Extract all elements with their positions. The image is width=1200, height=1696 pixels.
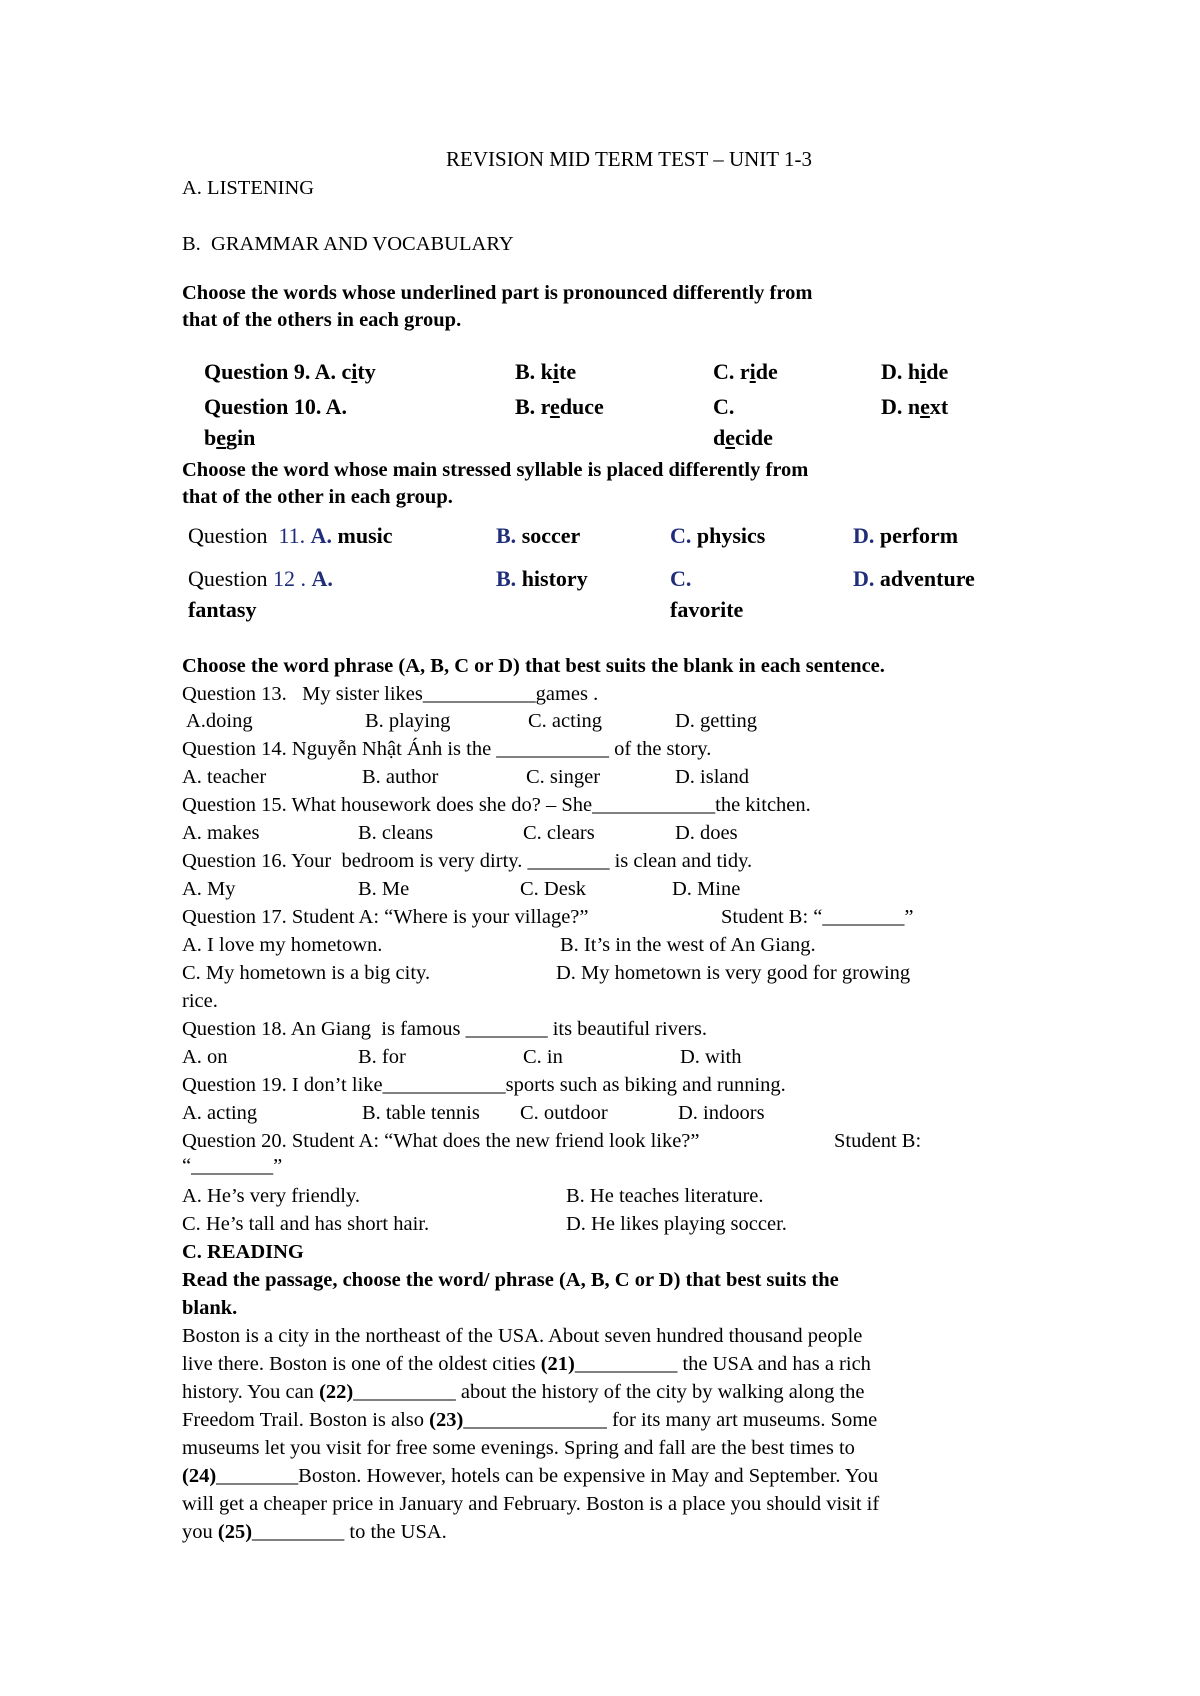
q11-option-c: C. physics	[670, 523, 766, 548]
q20-option-d: D. He likes playing soccer.	[566, 1213, 787, 1235]
q11-option-a: Question 11. A. music	[188, 523, 393, 548]
q15-option-d: D. does	[675, 822, 738, 844]
passage-line-2: live there. Boston is one of the oldest cities (21)__________ the USA and has a rich	[182, 1353, 871, 1375]
q19-option-b: B. table tennis	[362, 1102, 480, 1124]
q17-option-b: B. It’s in the west of An Giang.	[560, 934, 816, 956]
mcq-instruction: Choose the word phrase (A, B, C or D) that best suits the blank in each sentence.	[182, 655, 885, 677]
stress-instruction-line1: Choose the word whose main stressed syllable is placed differently from	[182, 459, 809, 481]
q13-option-c: C. acting	[528, 710, 603, 732]
passage-line-1: Boston is a city in the northeast of the USA. About seven hundred thousand people	[182, 1325, 863, 1347]
page-title: REVISION MID TERM TEST – UNIT 1-3	[446, 147, 812, 171]
q18-option-c: C. in	[523, 1046, 563, 1068]
passage-line-4: Freedom Trail. Boston is also (23)______________ for its many art museums. Some	[182, 1409, 878, 1431]
q18-option-a: A. on	[182, 1046, 228, 1068]
q16-option-b: B. Me	[358, 878, 410, 900]
passage-line-7: will get a cheaper price in January and February. Boston is a place you should visit if	[182, 1493, 880, 1515]
q10-option-c-label: C.	[713, 394, 735, 419]
q14-option-c: C. singer	[526, 766, 601, 788]
q14-option-d: D. island	[675, 766, 750, 788]
q11-option-d: D. perform	[853, 523, 959, 548]
q20-stem-continued: “________”	[182, 1155, 283, 1177]
q11-option-b: B. soccer	[496, 523, 581, 548]
q10-option-c: decide	[713, 425, 773, 450]
q18-option-b: B. for	[358, 1046, 406, 1068]
q14-stem: Question 14. Nguyễn Nhật Ánh is the ___________ of the story.	[182, 738, 712, 760]
q12-option-d: D. adventure	[853, 566, 975, 591]
q13-option-a: A.doing	[182, 710, 253, 732]
q16-option-d: D. Mine	[672, 878, 741, 900]
q14-option-a: A. teacher	[182, 766, 267, 788]
q9-option-c: C. ride	[713, 359, 778, 384]
q9-option-a: Question 9. A. city	[204, 359, 376, 384]
q13-option-b: B. playing	[365, 710, 451, 732]
q18-stem: Question 18. An Giang is famous ________ its beautiful rivers.	[182, 1018, 707, 1040]
pronunciation-instruction-line1: Choose the words whose underlined part is pronounced differently from	[182, 282, 813, 304]
q19-option-c: C. outdoor	[520, 1102, 608, 1124]
section-listening: A. LISTENING	[182, 177, 315, 199]
q14-option-b: B. author	[362, 766, 439, 788]
q20-stem: Question 20. Student A: “What does the new friend look like?”	[182, 1130, 700, 1152]
q17-stem: Question 17. Student A: “Where is your village?”	[182, 906, 589, 928]
q19-option-d: D. indoors	[678, 1102, 765, 1124]
passage-line-8: you (25)_________ to the USA.	[182, 1521, 447, 1543]
q16-option-c: C. Desk	[520, 878, 587, 900]
q12-label: Question 12 . A.	[188, 566, 333, 591]
q18-option-d: D. with	[680, 1046, 742, 1068]
q15-option-b: B. cleans	[358, 822, 434, 844]
q12-option-c: favorite	[670, 597, 744, 622]
passage-line-6: (24)________Boston. However, hotels can be expensive in May and September. You	[182, 1465, 879, 1487]
reading-instruction-line1: Read the passage, choose the word/ phrase (A, B, C or D) that best suits the	[182, 1269, 839, 1291]
blank-23-number: (23)	[429, 1409, 464, 1431]
q10-label: Question 10. A.	[204, 394, 348, 419]
blank-24-number: (24)	[182, 1465, 217, 1487]
stress-instruction-line2: that of the other in each group.	[182, 486, 453, 508]
q10-option-d: D. next	[881, 394, 949, 419]
section-grammar: B. GRAMMAR AND VOCABULARY	[182, 233, 514, 255]
section-reading: C. READING	[182, 1241, 304, 1263]
passage-line-3: history. You can (22)__________ about the history of the city by walking along the	[182, 1381, 865, 1403]
q15-option-c: C. clears	[523, 822, 595, 844]
q19-stem: Question 19. I don’t like____________sports such as biking and running.	[182, 1074, 786, 1096]
q17-stem-student-b: Student B: “________”	[721, 906, 914, 928]
blank-22-number: (22)	[319, 1381, 354, 1403]
q16-option-a: A. My	[182, 878, 236, 900]
q19-option-a: A. acting	[182, 1102, 258, 1124]
pronunciation-instruction-line2: that of the others in each group.	[182, 309, 462, 331]
q16-stem: Question 16. Your bedroom is very dirty. ________ is clean and tidy.	[182, 850, 753, 872]
q13-option-d: D. getting	[675, 710, 757, 732]
q12-option-a: fantasy	[188, 597, 257, 622]
q20-option-a: A. He’s very friendly.	[182, 1185, 360, 1207]
passage-line-5: museums let you visit for free some evenings. Spring and fall are the best times to	[182, 1437, 855, 1459]
q17-option-c: C. My hometown is a big city.	[182, 962, 431, 984]
q10-option-b: B. reduce	[515, 394, 604, 419]
blank-21-number: (21)	[540, 1353, 575, 1375]
q15-option-a: A. makes	[182, 822, 260, 844]
q20-option-c: C. He’s tall and has short hair.	[182, 1213, 430, 1235]
q10-option-a: begin	[204, 425, 256, 450]
q17-option-a: A. I love my hometown.	[182, 934, 383, 956]
blank-25-number: (25)	[217, 1521, 253, 1543]
q17-option-d-continued: rice.	[182, 990, 218, 1012]
q12-option-b: B. history	[496, 566, 588, 591]
q12-option-c-label: C.	[670, 566, 692, 591]
q9-option-b: B. kite	[515, 359, 577, 384]
q9-option-d: D. hide	[881, 359, 949, 384]
q17-option-d: D. My hometown is very good for growing	[556, 962, 911, 984]
q20-option-b: B. He teaches literature.	[566, 1185, 764, 1207]
q13-stem: Question 13. My sister likes___________games .	[182, 683, 599, 705]
q15-stem: Question 15. What housework does she do? – She____________the kitchen.	[182, 794, 811, 816]
q20-stem-student-b: Student B:	[834, 1130, 922, 1152]
reading-instruction-line2: blank.	[182, 1297, 238, 1319]
